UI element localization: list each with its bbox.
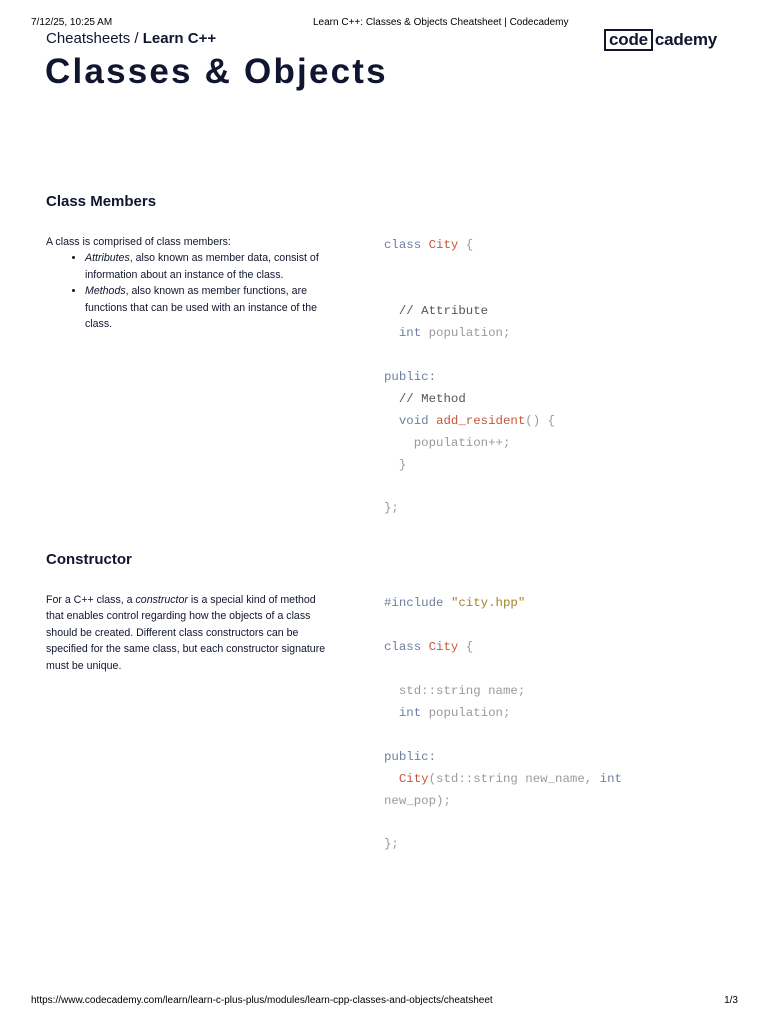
breadcrumb-current[interactable]: Learn C++ xyxy=(142,30,217,47)
print-doc-title: Learn C++: Classes & Objects Cheatsheet | Codecademy xyxy=(313,17,569,28)
codecademy-logo[interactable] xyxy=(604,29,717,51)
page-title: Classes & Objects xyxy=(45,52,388,91)
term-constructor: constructor xyxy=(135,594,188,606)
section-heading-constructor: Constructor xyxy=(46,551,132,568)
breadcrumb-separator: / xyxy=(130,30,143,47)
code-block-constructor: #include "city.hpp" class City { std::string name; int population; public: City(std::string new_name, int new_pop); }; xyxy=(384,596,622,852)
print-url: https://www.codecademy.com/learn/learn-c-plus-plus/modules/learn-cpp-classes-and-objects/cheatsheet xyxy=(31,995,493,1006)
list-item: • Methods, also known as member functions, are functions that can be used with an instance of the class. xyxy=(85,283,331,332)
list-item: • Attributes, also known as member data, consist of information about an instance of the class. xyxy=(85,250,331,283)
constructor-description: For a C++ class, a constructor is a special kind of method that enables control regarding how the objects of a class should be created. Different class constructors can be specified for the same class, but each constructor signature must be unique. xyxy=(46,594,326,672)
section-heading-class-members: Class Members xyxy=(46,193,157,210)
code-block-class-members: class City { // Attribute int population; public: // Method void add_resident() { population++; } }; xyxy=(384,238,556,516)
logo-rest-text: cademy xyxy=(654,30,718,49)
logo-boxed-text: code xyxy=(604,29,653,51)
breadcrumb xyxy=(46,30,216,47)
print-datetime: 7/12/25, 10:25 AM xyxy=(31,17,113,28)
print-page-number: 1/3 xyxy=(724,995,738,1006)
class-members-intro: A class is comprised of class members: xyxy=(46,236,231,248)
term-attributes: Attributes xyxy=(85,252,130,265)
class-members-description xyxy=(46,234,331,332)
class-members-list xyxy=(46,250,331,332)
breadcrumb-cheatsheets-link[interactable]: Cheatsheets xyxy=(46,30,131,47)
term-methods: Methods xyxy=(85,285,126,298)
